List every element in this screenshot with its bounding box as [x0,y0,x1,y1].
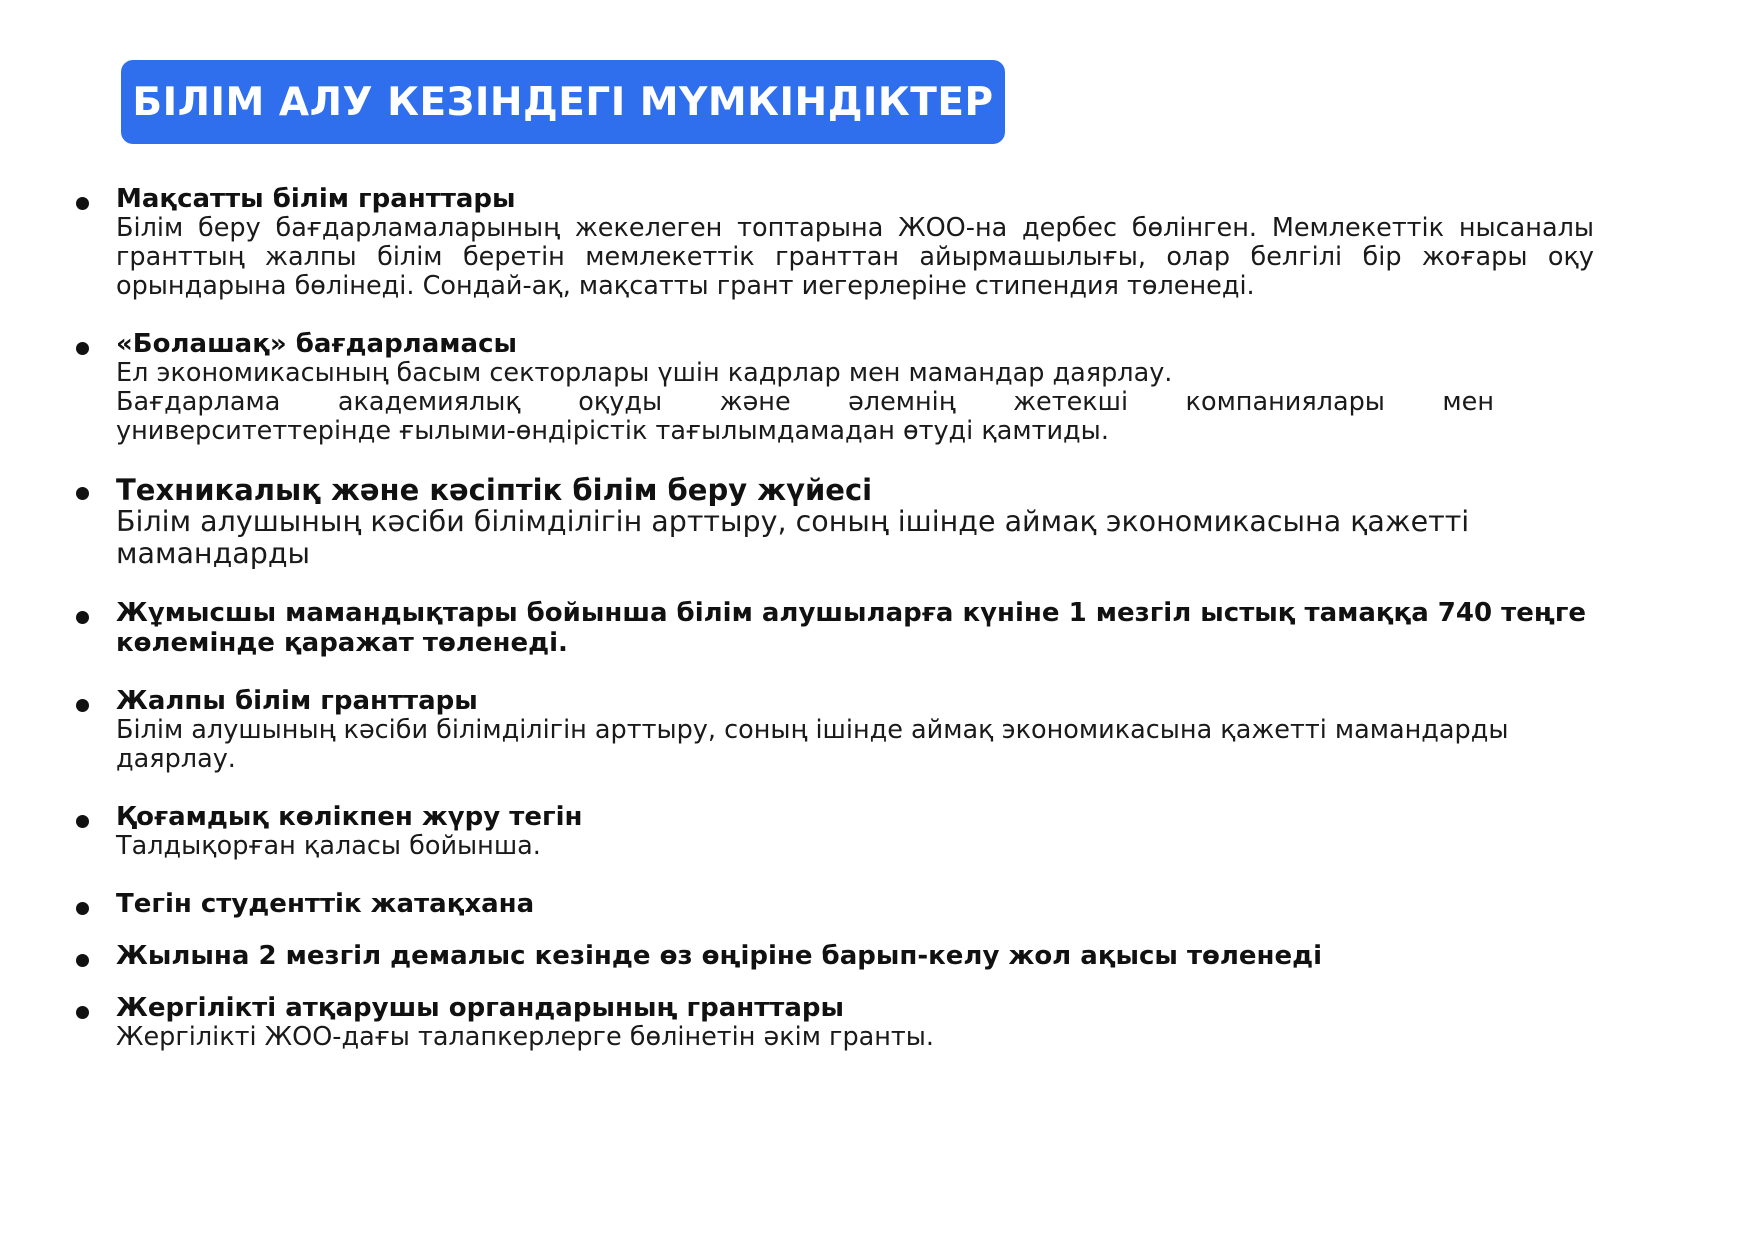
item-body: Білім беру бағдарламаларының жекелеген топтарына ЖОО-на дербес бөлінген. Мемлекеттік нысаналы гранттың жалпы білім беретін мемлекеттік гранттан айырмашылығы, олар белгілі бір жоғары оқу орындарына бөлінеді. Сондай-ақ, мақсатты грант иегерлеріне стипендия төленеді. [116,213,1594,301]
item-body: Білім алушының кәсіби білімділігін арттыру, соның ішінде аймақ экономикасына қажетті мамандарды [116,505,1470,570]
item-title: Жылына 2 мезгіл демалыс кезінде өз өңіріне барып-келу жол ақысы төленеді [116,941,1323,971]
item-title: «Болашақ» бағдарламасы [116,329,517,359]
item-body-line: Ел экономикасының басым секторлары үшін кадрлар мен мамандар даярлау. [116,358,1173,388]
item-title: Техникалық және кәсіптік білім беру жүйесі [116,473,873,507]
bullet-icon [76,954,89,967]
item-title-line: Жұмысшы мамандықтары бойынша білім алушыларға күніне 1 мезгіл ыстық тамаққа 740 теңге [116,598,1587,628]
item-body: Жергілікті ЖОО-дағы талапкерлерге бөлінетін әкім гранты. [116,1022,935,1052]
item-body-line: Бағдарлама академиялық оқуды және әлемнің жетекші компаниялары мен [116,387,1494,417]
bullet-icon [76,815,89,828]
bullet-icon [76,487,89,500]
bullet-icon [76,902,89,915]
item-body: Білім алушының кәсіби білімділігін арттыру, соның ішінде аймақ экономикасына қажетті мамандарды даярлау. [116,715,1509,774]
bullet-icon [76,197,89,210]
bullet-icon [76,699,89,712]
item-title: Мақсатты білім гранттары [116,184,516,214]
bullet-icon [76,611,89,624]
page-title: БІЛІМ АЛУ КЕЗІНДЕГІ МҮМКІНДІКТЕР [132,79,994,125]
list-item [70,993,1650,1052]
item-title: Жалпы білім гранттары [116,686,478,716]
list-item [70,941,1650,971]
list-item [70,802,1650,861]
list-item [70,598,1650,658]
opportunities-list [70,184,1650,1080]
list-item [70,686,1650,774]
item-title: Қоғамдық көлікпен жүру тегін [116,802,583,832]
item-title: Жергілікті атқарушы органдарының гранттары [116,993,845,1023]
list-item [70,184,1650,301]
item-title [116,598,1650,658]
item-body [116,359,1650,446]
list-item [70,474,1650,570]
header-banner [121,60,1005,144]
item-title-line: көлемінде қаражат төленеді. [116,628,568,658]
item-title: Тегін студенттік жатақхана [116,889,535,919]
item-body: Талдықорған қаласы бойынша. [116,831,541,861]
list-item [70,329,1650,446]
bullet-icon [76,1006,89,1019]
list-item [70,889,1650,919]
item-body-line: университеттерінде ғылыми-өндірістік тағылымдамадан өтуді қамтиды. [116,416,1109,446]
bullet-icon [76,342,89,355]
